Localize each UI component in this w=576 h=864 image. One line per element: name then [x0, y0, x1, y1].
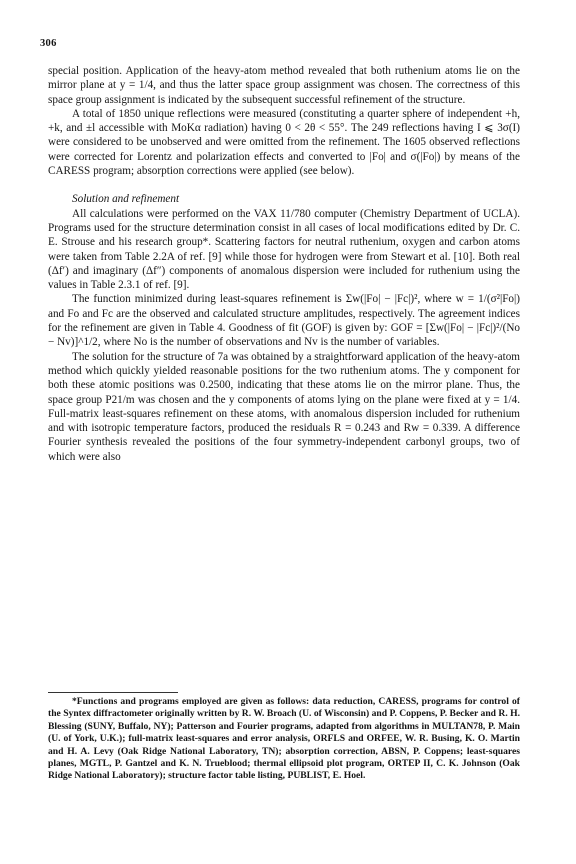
paragraph-least-squares-function: The function minimized during least-squares refinement is Σw(|Fo| − |Fc|)², where w = 1/(σ²|Fo|) and Fo and Fc are the observed and calculated structure amplitudes, respectively. The agreement indices for the refinement are given in Table 4. Goodness of fit (GOF) is given by: GOF = [Σw(|Fo| − |Fc|)²/(No − Nv)]^1/2, where No is the number of observations and Nv is the number of variables.: [48, 293, 520, 349]
paragraph-reflections: A total of 1850 unique reflections were measured (constituting a quarter sphere of independent +h, +k, and ±l accessible with MoKα radiation) having 0 < 2θ < 55°. The 249 reflections having I ⩽ 3σ(I) were considered to be unobserved and were omitted from the refinement. The 1605 observed reflections were corrected for Lorentz and polarization effects and converted to |Fo| and σ(|Fo|) by means of the CARESS program; absorption corrections were applied (see below).: [48, 107, 520, 178]
paragraph-calculations: All calculations were performed on the VAX 11/780 computer (Chemistry Department of UCLA). Programs used for the structure determination consist in all cases of local modifications edited by Dr. C. E. Strouse and his research group*. Scattering factors for neutral ruthenium, oxygen and carbon atoms were taken from Table 2.2A of ref. [9] while those for hydrogen were from Stewart et al. [10]. Both real (Δf′) and imaginary (Δf″) components of anomalous dispersion were included for ruthenium using the values in Table 2.3.1 of ref. [9].: [48, 207, 520, 292]
footnote-divider: [48, 692, 178, 693]
article-body: [48, 64, 520, 464]
section-heading-solution-refinement: Solution and refinement: [72, 193, 180, 206]
page-number: 306: [40, 38, 57, 49]
paragraph-structure-solution: The solution for the structure of 7a was obtained by a straightforward application of the heavy-atom method which quickly yielded reasonable positions for the two ruthenium atoms. The y component for both these atomic positions was 0.2500, indicating that these atoms lie on the mirror plane. Thus, the space group P21/m was chosen and the y components of atoms lying on the plane were fixed at y = 1/4. Full-matrix least-squares refinement on these atoms, with anomalous dispersion included for ruthenium and with isotropic temperature factors, produced the residuals R = 0.243 and Rw = 0.339. A difference Fourier synthesis revealed the positions of the four symmetry-independent carbonyl groups, two of which were also: [48, 350, 520, 463]
footnote-programs: *Functions and programs employed are given as follows: data reduction, CARESS, programs for control of the Syntex diffractometer originally written by R. W. Broach (U. of Wisconsin) and P. Coppens, P. Becker and R. H. Blessing (SUNY, Buffalo, NY); Patterson and Fourier programs, adapted from algorithms in MULTAN78, P. Main (U. of York, U.K.); full-matrix least-squares and error analysis, ORFLS and ORFEE, W. R. Busing, K. O. Martin and H. A. Levy (Oak Ridge National Laboratory, TN); absorption correction, ABSN, P. Coppens; least-squares planes, MGTL, P. Gantzel and K. N. Trueblood; thermal ellipsoid plot program, ORTEP II, C. K. Johnson (Oak Ridge National Laboratory); structure factor table listing, PUBLIST, E. Hoel.: [48, 696, 520, 782]
paragraph-space-group: special position. Application of the heavy-atom method revealed that both ruthenium atoms lie on the mirror plane at y = 1/4, and thus the latter space group assignment was chosen. The correctness of this space group assignment is indicated by the subsequent successful refinement of the structure.: [48, 65, 520, 106]
